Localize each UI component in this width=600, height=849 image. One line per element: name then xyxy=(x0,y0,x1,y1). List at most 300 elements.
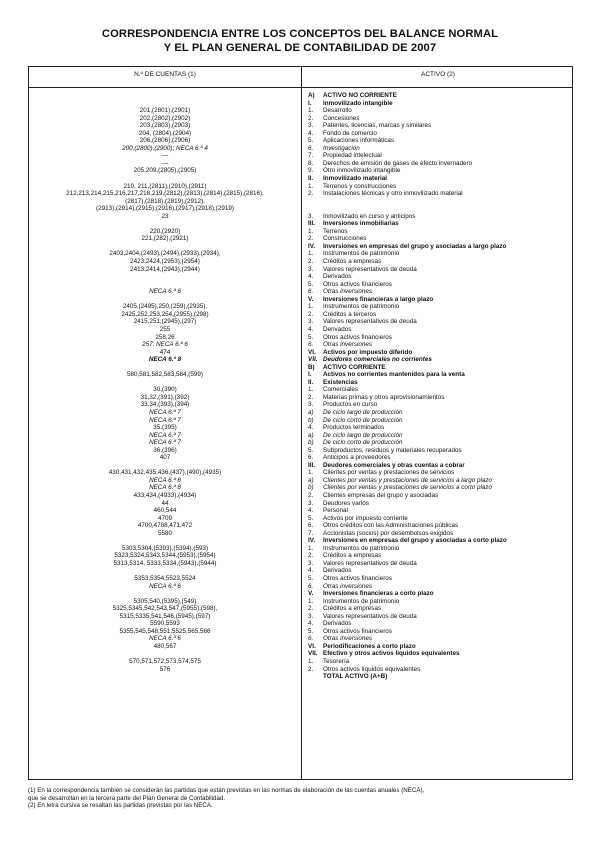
table-row xyxy=(29,439,572,447)
item-number: IV. xyxy=(308,242,316,250)
account-numbers: 580,581,582,583,584,(599) xyxy=(127,371,203,379)
item-number: 4. xyxy=(308,424,314,432)
table-row xyxy=(29,500,572,508)
asset-concept: Concesiones xyxy=(323,114,360,122)
asset-concept: Otro inmovilizado intangible xyxy=(323,167,401,175)
table-row xyxy=(29,560,572,568)
asset-concept: De ciclo largo de producción xyxy=(323,431,403,439)
item-number: 2. xyxy=(308,665,314,673)
account-numbers: 257; NECA 6.ª 6 xyxy=(142,341,188,349)
table-row xyxy=(29,235,572,243)
asset-concept: Valores representativos de deuda xyxy=(323,559,417,567)
asset-concept: Clientes por ventas y prestaciones de servicios a corto plazo xyxy=(323,484,493,492)
asset-concept: Productos terminados xyxy=(323,424,385,432)
account-numbers: 203,(2803),(2903) xyxy=(139,122,191,130)
asset-concept: TOTAL ACTIVO (A+B) xyxy=(323,673,388,681)
item-number: V. xyxy=(308,590,314,598)
item-number: 3. xyxy=(308,318,314,326)
asset-concept: Créditos a empresas xyxy=(323,552,382,560)
item-number: 2. xyxy=(308,491,314,499)
account-numbers: 576 xyxy=(159,665,171,673)
table-row xyxy=(29,409,572,417)
item-number: 2. xyxy=(308,393,314,401)
asset-concept: De ciclo largo de producción xyxy=(323,408,403,416)
table-row xyxy=(29,152,572,160)
page-title xyxy=(0,27,600,55)
account-numbers: 4700,4708,471,472 xyxy=(137,522,193,530)
asset-concept: Existencias xyxy=(323,378,358,386)
item-number: I. xyxy=(308,99,312,107)
account-numbers: NECA 6.ª 8 xyxy=(149,476,181,484)
item-number: 2. xyxy=(308,310,314,318)
account-numbers: 31,32,(391),(392) xyxy=(140,393,190,401)
table-row xyxy=(29,658,572,666)
account-numbers: 5313,5314, 5333,5334,(5943),(5944) xyxy=(113,559,217,567)
item-number: 8. xyxy=(308,159,314,167)
table-row xyxy=(29,326,572,334)
asset-concept: Inversiones en empresas del grupo y asociadas a corto plazo xyxy=(323,537,507,545)
table-row xyxy=(29,492,572,500)
table-row xyxy=(29,643,572,651)
table-row xyxy=(29,160,572,168)
account-numbers: 30,(390) xyxy=(153,386,177,394)
account-numbers: 220,(2920) xyxy=(149,227,181,235)
table-row xyxy=(29,220,572,228)
account-numbers: — xyxy=(161,152,169,160)
account-numbers: 2405,(2495),250,(259),(2935), xyxy=(122,303,208,311)
asset-concept: Materias primas y otros aprovisionamientos xyxy=(323,393,445,401)
asset-concept: Productos en curso xyxy=(323,401,378,409)
table-row xyxy=(29,650,572,658)
account-numbers: 433,434,(4933),(4934) xyxy=(133,491,197,499)
asset-concept: Otros activos financieros xyxy=(323,575,392,582)
table-row xyxy=(29,666,572,674)
table-row xyxy=(29,288,572,296)
account-numbers: 258,26 xyxy=(155,333,175,341)
footnote-2: (2) En letra cursiva se resaltan las partidas previstas por las NECA. xyxy=(28,802,213,810)
asset-concept: Otros activos financieros xyxy=(323,333,392,341)
item-number: VI. xyxy=(308,642,316,650)
asset-concept: Inversiones financieras a corto plazo xyxy=(323,590,434,598)
item-number: 9. xyxy=(308,167,314,175)
account-numbers: 255 xyxy=(159,325,171,333)
account-numbers: (2913),(2914),(2915),(2916),(2917),(2918),(2919) xyxy=(96,205,234,213)
table-row xyxy=(29,432,572,440)
item-number: 3. xyxy=(308,212,314,220)
asset-concept: Accionistas (socios) por desembolsos exigidos xyxy=(323,529,454,537)
asset-concept: Aplicaciones informáticas xyxy=(323,137,395,145)
item-number: 1. xyxy=(308,303,314,311)
table-row xyxy=(29,341,572,349)
table-row xyxy=(29,379,572,387)
account-numbers: NECA 6.ª 6 xyxy=(149,582,181,590)
table-row xyxy=(29,107,572,115)
account-numbers: 36,(396) xyxy=(153,446,177,454)
asset-concept: Inmovilizado en curso y anticipos xyxy=(323,212,416,220)
item-number: a) xyxy=(308,408,314,416)
header-divider xyxy=(29,87,572,88)
asset-concept: Propiedad intelectual xyxy=(323,152,382,160)
item-number: II. xyxy=(308,175,314,183)
table-row xyxy=(29,190,572,198)
item-number: V. xyxy=(308,295,314,303)
item-number: b) xyxy=(308,439,314,447)
table-row xyxy=(29,620,572,628)
table-row xyxy=(29,364,572,372)
account-numbers: 5325,5345,542,543,547,(5955),(598), xyxy=(112,605,218,613)
asset-concept: Otros créditos con las Administraciones públicas xyxy=(323,522,459,530)
account-numbers: 201,(2801),(2901) xyxy=(139,107,191,115)
item-number: 6. xyxy=(308,144,314,152)
item-number: 2. xyxy=(308,235,314,243)
account-numbers: NECA 6.ª 7 xyxy=(149,431,181,439)
asset-concept: De ciclo corto de producción xyxy=(323,439,403,447)
asset-concept: Instrumentos de patrimonio xyxy=(323,303,400,311)
item-number: 6. xyxy=(308,288,314,296)
title-line-2: Y EL PLAN GENERAL DE CONTABILIDAD DE 2007 xyxy=(163,42,437,54)
asset-concept: Instrumentos de patrimonio xyxy=(323,250,400,258)
table-row xyxy=(29,530,572,538)
asset-concept: Efectivo y otros activos líquidos equivalentes xyxy=(323,650,460,658)
item-number: 4. xyxy=(308,567,314,575)
asset-concept: Valores representativos de deuda xyxy=(323,318,417,326)
asset-concept: Otras inversiones xyxy=(323,582,372,590)
table-row xyxy=(29,115,572,123)
account-numbers: NECA 6.ª 6 xyxy=(149,288,181,296)
item-number: 5. xyxy=(308,575,314,582)
item-number: 5. xyxy=(308,446,314,454)
account-numbers: 2425,252,253,254,(2955),(298) xyxy=(121,310,209,318)
table-row xyxy=(29,100,572,108)
item-number: IV. xyxy=(308,537,316,545)
account-numbers: 205,209,(2805),(2905) xyxy=(133,167,197,175)
asset-concept: Inversiones inmobiliarias xyxy=(323,220,399,228)
asset-column-header: ACTIVO (2) xyxy=(421,71,455,78)
account-numbers: 2423,2424,(2953),(2954) xyxy=(130,258,200,266)
table-row xyxy=(29,250,572,258)
account-numbers: 2415,251,(2945),(297) xyxy=(133,318,197,326)
table-row xyxy=(29,515,572,523)
account-numbers: 206,(2806),(2906) xyxy=(139,137,191,145)
item-number: 1. xyxy=(308,469,314,477)
table-row xyxy=(29,213,572,221)
item-number: b) xyxy=(308,416,314,424)
table-row xyxy=(29,583,572,591)
table-row xyxy=(29,122,572,130)
item-number: 1. xyxy=(308,597,314,605)
asset-concept: Clientes por ventas y prestaciones de servicios xyxy=(323,469,455,477)
table-row xyxy=(29,371,572,379)
item-number: 5. xyxy=(308,514,314,522)
account-numbers: 5580 xyxy=(157,529,172,537)
account-numbers: 2413,2414,(2943),(2944) xyxy=(130,265,200,273)
account-numbers: 5355,545,548,551,5525,565,566 xyxy=(119,627,211,635)
asset-concept: Anticipos a proveedores xyxy=(323,454,391,462)
item-number: 3. xyxy=(308,401,314,409)
account-numbers: 202,(2802),(2902) xyxy=(139,114,191,122)
account-numbers: 5303,5304,(5393),(5394),(593) xyxy=(121,544,209,552)
table-row xyxy=(29,567,572,575)
table-row xyxy=(29,145,572,153)
correspondence-table xyxy=(28,66,573,780)
item-number: 7. xyxy=(308,529,314,537)
account-numbers: 474 xyxy=(159,348,171,356)
asset-concept: Clientes empresas del grupo y asociadas xyxy=(323,491,439,499)
asset-concept: Otros activos financieros xyxy=(323,280,392,288)
account-numbers: 480,567 xyxy=(153,642,177,650)
account-numbers: 570,571,572,573,574,575 xyxy=(129,658,201,666)
table-row xyxy=(29,205,572,213)
account-numbers: NECA 6.ª 7 xyxy=(149,416,181,424)
table-row xyxy=(29,318,572,326)
account-numbers: 221,(282),(2921) xyxy=(141,235,189,243)
item-number: A) xyxy=(308,92,315,99)
asset-concept: Derivados xyxy=(323,325,352,333)
table-row xyxy=(29,334,572,342)
table-row xyxy=(29,311,572,319)
item-number: 1. xyxy=(308,182,314,190)
table-row xyxy=(29,673,572,681)
item-number: 6. xyxy=(308,635,314,643)
table-row xyxy=(29,183,572,191)
asset-concept: Activos no corrientes mantenidos para la venta xyxy=(323,371,465,379)
item-number: 4. xyxy=(308,620,314,628)
item-number: 2. xyxy=(308,114,314,122)
table-row xyxy=(29,401,572,409)
asset-concept: Tesorería xyxy=(323,658,350,666)
asset-concept: Comerciales xyxy=(323,386,358,394)
table-row xyxy=(29,349,572,357)
table-row xyxy=(29,605,572,613)
table-row xyxy=(29,484,572,492)
account-numbers: 44 xyxy=(161,499,169,507)
table-row xyxy=(29,575,572,583)
table-row xyxy=(29,537,572,545)
item-number: 4. xyxy=(308,129,314,137)
footnotes xyxy=(28,787,578,810)
asset-concept: Inmovilizado intangible xyxy=(323,99,393,107)
account-numbers: 430,431,432,435,436,(437),(490),(4935) xyxy=(108,469,222,477)
account-numbers: 33,34,(393),(394) xyxy=(140,401,190,409)
account-numbers: 460,544 xyxy=(153,507,177,515)
item-number: 6. xyxy=(308,522,314,530)
asset-concept: Créditos a terceros xyxy=(323,310,377,318)
table-row xyxy=(29,522,572,530)
item-number: 1. xyxy=(308,227,314,235)
table-row xyxy=(29,454,572,462)
asset-concept: Créditos a empresas xyxy=(323,605,382,613)
asset-concept: Créditos a empresas xyxy=(323,258,382,266)
account-numbers: 23 xyxy=(161,212,169,220)
table-row xyxy=(29,273,572,281)
asset-concept: ACTIVO CORRIENTE xyxy=(323,363,386,371)
account-numbers: (2817),(2818),(2819),(2912), xyxy=(125,197,205,205)
item-number: 4. xyxy=(308,507,314,515)
item-number: a) xyxy=(308,476,314,484)
table-row xyxy=(29,469,572,477)
item-number: 5. xyxy=(308,627,314,635)
asset-concept: Inversiones en empresas del grupo y asociadas a largo plazo xyxy=(323,242,507,250)
account-numbers: 5590,5593 xyxy=(150,620,180,628)
item-number: 1. xyxy=(308,544,314,552)
item-number: 3. xyxy=(308,612,314,620)
item-number: I. xyxy=(308,371,312,379)
table-row xyxy=(29,635,572,643)
account-numbers: 5323,5324,5343,5344,(5953),(5954) xyxy=(114,552,216,560)
item-number: 5. xyxy=(308,280,314,288)
asset-concept: Otros activos financieros xyxy=(323,627,392,635)
account-numbers: NECA 6.ª 6 xyxy=(149,635,181,643)
item-number: 4. xyxy=(308,273,314,281)
item-number: II. xyxy=(308,378,314,386)
asset-concept: Activos por impuesto diferido xyxy=(323,348,413,356)
table-row xyxy=(29,266,572,274)
item-number: 3. xyxy=(308,499,314,507)
table-row xyxy=(29,281,572,289)
item-number: 3. xyxy=(308,559,314,567)
account-numbers: 204, (2804),(2904) xyxy=(138,129,192,137)
item-number: a) xyxy=(308,431,314,439)
asset-concept: Otros activos líquidos equivalentes xyxy=(323,665,421,673)
account-numbers: 5315,5335,541,546,(5945),(597) xyxy=(119,612,211,620)
item-number: 5. xyxy=(308,137,314,145)
account-numbers: 2403,2404,(2493),(2494),(2933),(2934), xyxy=(109,250,221,258)
table-row xyxy=(29,228,572,236)
account-numbers: NECA 6.ª 8 xyxy=(149,484,181,492)
asset-concept: Derivados xyxy=(323,273,352,281)
table-row xyxy=(29,137,572,145)
item-number: 6. xyxy=(308,341,314,349)
item-number: VII. xyxy=(308,650,318,658)
item-number: VII. xyxy=(308,356,318,364)
asset-concept: Instalaciones técnicas y otro inmovilizado material xyxy=(323,190,463,198)
item-number: 7. xyxy=(308,152,314,160)
table-row xyxy=(29,545,572,553)
asset-concept: De ciclo corto de producción xyxy=(323,416,403,424)
asset-concept: Otras inversiones xyxy=(323,288,372,296)
item-number: 2. xyxy=(308,258,314,266)
asset-concept: Derechos de emisión de gases de efecto invernadero xyxy=(323,159,473,167)
table-body xyxy=(29,92,572,681)
asset-concept: Patentes, licencias, marcas y similares xyxy=(323,122,432,130)
asset-concept: Terrenos y construcciones xyxy=(323,182,397,190)
asset-concept: Valores representativos de deuda xyxy=(323,265,417,273)
item-number: 1. xyxy=(308,107,314,115)
account-numbers: 200,(2800),(2900); NECA 6.ª 4 xyxy=(122,144,208,152)
account-numbers: 4709 xyxy=(157,514,172,522)
asset-concept: Periodificaciones a corto plazo xyxy=(323,642,416,650)
item-number: 5. xyxy=(308,333,314,341)
table-row xyxy=(29,258,572,266)
table-row xyxy=(29,296,572,304)
account-numbers: NECA 6.ª 7 xyxy=(149,408,181,416)
asset-concept: Subproductos, residuos y materiales recuperados xyxy=(323,446,462,454)
table-row xyxy=(29,386,572,394)
item-number: 2. xyxy=(308,605,314,613)
account-numbers: 210, 211,(2811),(2910),(2911) xyxy=(123,182,207,190)
asset-concept: Fondo de comercio xyxy=(323,129,377,137)
table-row xyxy=(29,417,572,425)
item-number: 1. xyxy=(308,658,314,666)
asset-concept: Instrumentos de patrimonio xyxy=(323,597,400,605)
asset-concept: Otras inversiones xyxy=(323,341,372,349)
table-row xyxy=(29,130,572,138)
footnote-1-line-1: (1) En la correspondencia también se considerán las partidas que están previstas en las normas de elaboración de las cuentas anuales (NECA), xyxy=(28,787,425,794)
table-row xyxy=(29,507,572,515)
asset-concept: Derivados xyxy=(323,567,352,575)
item-number: 4. xyxy=(308,325,314,333)
table-row xyxy=(29,394,572,402)
table-row xyxy=(29,167,572,175)
asset-concept: Deudores comerciales no corrientes xyxy=(323,356,432,364)
account-numbers: 407 xyxy=(159,454,171,462)
item-number: 1. xyxy=(308,250,314,258)
asset-concept: Clientes por ventas y prestaciones de servicios a largo plazo xyxy=(323,476,493,484)
table-row xyxy=(29,243,572,251)
asset-concept: ACTIVO NO CORRIENTE xyxy=(323,92,397,99)
item-number: VI. xyxy=(308,348,316,356)
asset-concept: Personal xyxy=(323,507,348,515)
asset-concept: Investigación xyxy=(323,144,360,152)
asset-concept: Terrenos xyxy=(323,227,348,235)
asset-concept: Inversiones financieras a largo plazo xyxy=(323,295,434,303)
table-row xyxy=(29,447,572,455)
item-number: 2. xyxy=(308,190,314,198)
item-number: 2. xyxy=(308,552,314,560)
accounts-column-header: N.º DE CUENTAS (1) xyxy=(134,71,196,78)
item-number: III. xyxy=(308,461,315,469)
item-number: III. xyxy=(308,220,315,228)
asset-concept: Instrumentos de patrimonio xyxy=(323,544,400,552)
table-row xyxy=(29,175,572,183)
table-row xyxy=(29,613,572,621)
asset-concept: Derivados xyxy=(323,620,352,628)
asset-concept: Deudores varios xyxy=(323,499,369,507)
account-numbers: — xyxy=(161,159,169,167)
title-line-1: CORRESPONDENCIA ENTRE LOS CONCEPTOS DEL BALANCE NORMAL xyxy=(101,28,499,40)
account-numbers: 5353,5354,5523,5524 xyxy=(134,575,196,582)
asset-concept: Deudores comerciales y otras cuentas a cobrar xyxy=(323,461,465,469)
asset-concept: Valores representativos de deuda xyxy=(323,612,417,620)
table-row xyxy=(29,356,572,364)
item-number: 6. xyxy=(308,582,314,590)
account-numbers: NECA 6.ª 7 xyxy=(149,439,181,447)
asset-concept: Activos por impuesto corriente xyxy=(323,514,408,522)
table-row xyxy=(29,598,572,606)
account-numbers: 35,(395) xyxy=(153,424,177,432)
footnote-1-line-2: que se desarrollan en la tercera parte del Plan General de Contabilidad. xyxy=(28,794,226,802)
asset-concept: Construcciones xyxy=(323,235,367,243)
table-row xyxy=(29,303,572,311)
table-row xyxy=(29,198,572,206)
table-row xyxy=(29,424,572,432)
account-numbers: NECA 6.ª 8 xyxy=(148,356,182,364)
asset-concept: Desarrollo xyxy=(323,107,352,115)
asset-concept: Inmovilizado material xyxy=(323,175,388,183)
item-number: 3. xyxy=(308,265,314,273)
account-numbers: 5305,540,(5395),(549) xyxy=(133,597,197,605)
table-row xyxy=(29,92,572,100)
account-numbers: 212,213,214,215,216,217,218,219,(2812),(2813),(2814),(2815),(2816), xyxy=(66,190,264,198)
item-number: 1. xyxy=(308,386,314,394)
asset-concept: Otras inversiones xyxy=(323,635,372,643)
table-row xyxy=(29,590,572,598)
item-number: b) xyxy=(308,484,314,492)
item-number: 3. xyxy=(308,122,314,130)
table-row xyxy=(29,462,572,470)
item-number: B) xyxy=(308,363,315,371)
table-row xyxy=(29,552,572,560)
